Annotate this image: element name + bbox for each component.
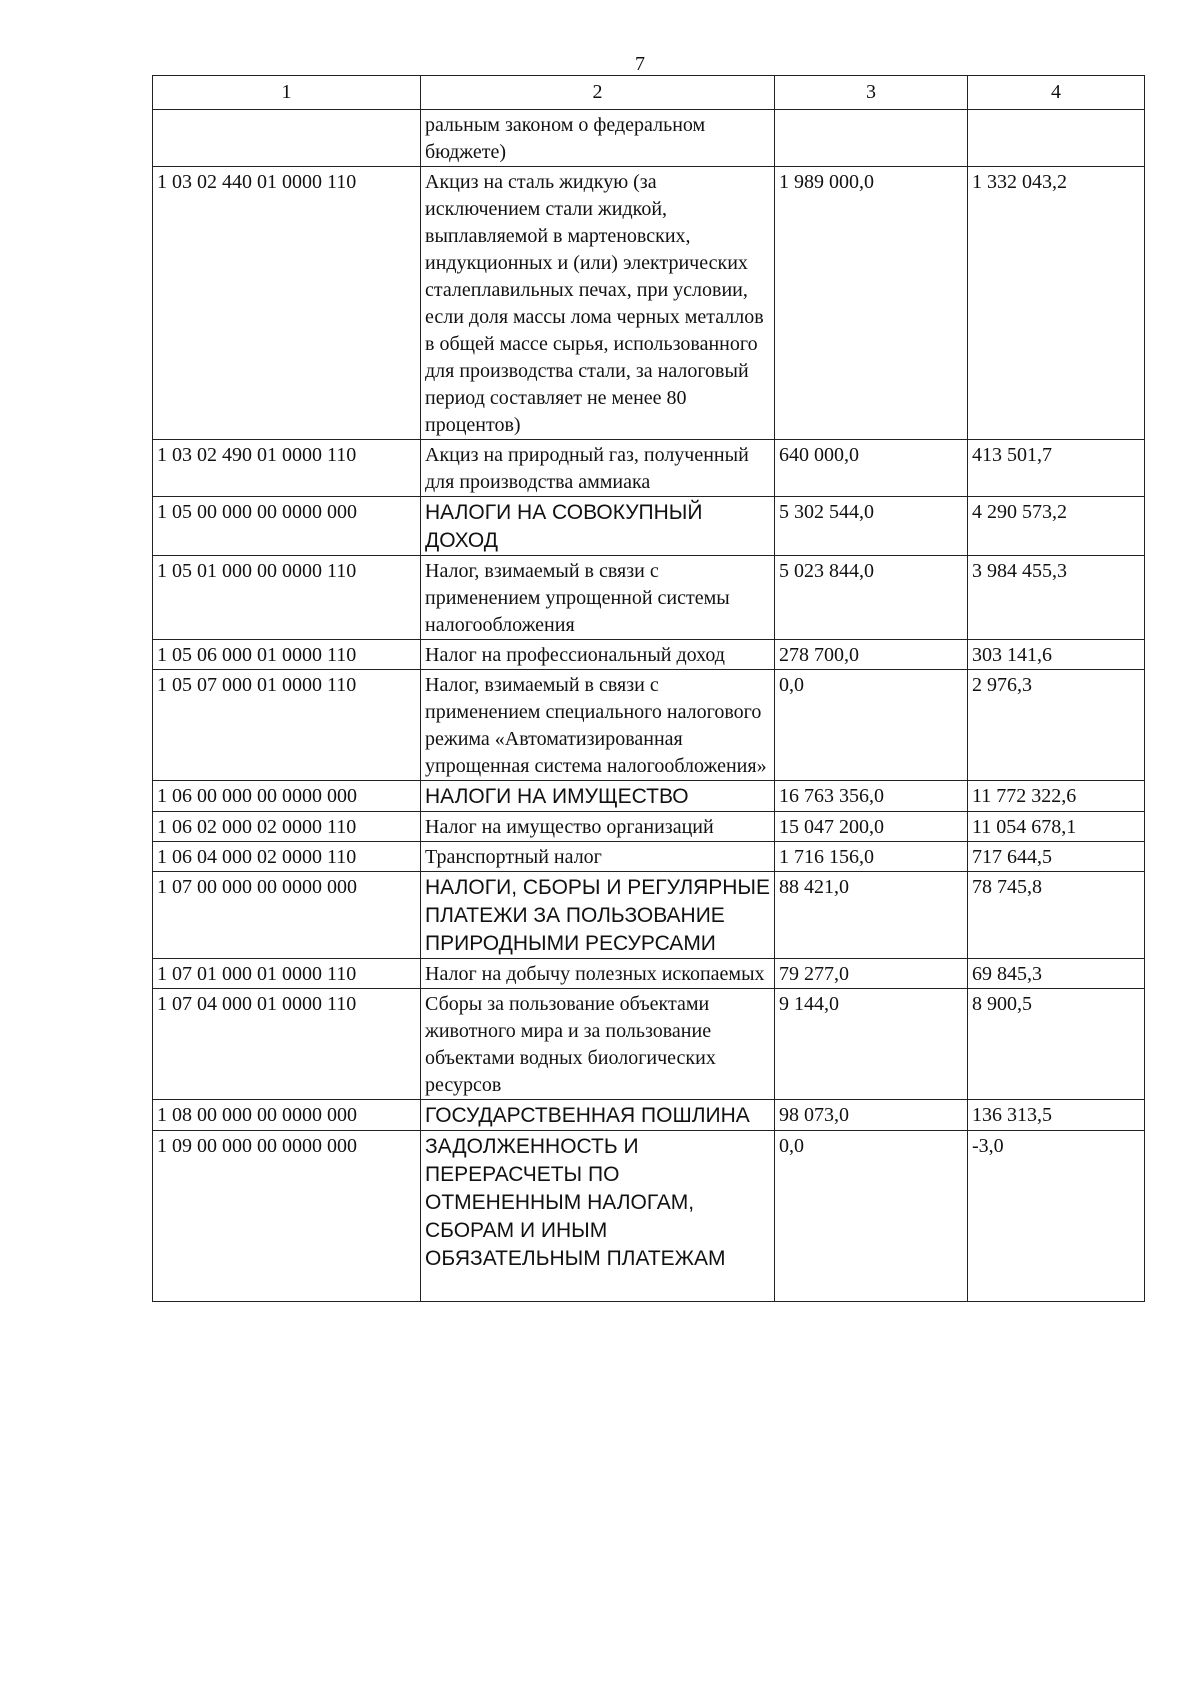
actual-value-cell: 11 054 678,1 — [968, 812, 1145, 842]
cell-blank-space — [425, 1273, 771, 1301]
column-header-3: 3 — [775, 76, 968, 110]
page-number: 7 — [635, 53, 645, 75]
actual-value-cell: 717 644,5 — [968, 842, 1145, 872]
revenue-name-cell: Налог, взимаемый в связи с применением специального налогового режима «Автоматизированная упрощенная система налогообложения» — [421, 670, 775, 781]
planned-value-cell: 5 302 544,0 — [775, 497, 968, 556]
planned-value-cell: 16 763 356,0 — [775, 781, 968, 812]
actual-value-cell: 1 332 043,2 — [968, 167, 1145, 440]
planned-value-cell: 278 700,0 — [775, 640, 968, 670]
table-row — [153, 781, 1145, 812]
revenue-name-cell: НАЛОГИ, СБОРЫ И РЕГУЛЯРНЫЕ ПЛАТЕЖИ ЗА ПОЛЬЗОВАНИЕ ПРИРОДНЫМИ РЕСУРСАМИ — [421, 872, 775, 959]
budget-code-cell: 1 08 00 000 00 0000 000 — [153, 1100, 421, 1131]
revenue-name-cell: Транспортный налог — [421, 842, 775, 872]
table-row — [153, 959, 1145, 989]
planned-value-cell: 98 073,0 — [775, 1100, 968, 1131]
budget-code-cell: 1 03 02 440 01 0000 110 — [153, 167, 421, 440]
actual-value-cell: 69 845,3 — [968, 959, 1145, 989]
revenue-name-cell: Налог на добычу полезных ископаемых — [421, 959, 775, 989]
budget-code-cell: 1 07 01 000 01 0000 110 — [153, 959, 421, 989]
planned-value-cell: 9 144,0 — [775, 989, 968, 1100]
revenue-name-cell: ГОСУДАРСТВЕННАЯ ПОШЛИНА — [421, 1100, 775, 1131]
actual-value-cell: 8 900,5 — [968, 989, 1145, 1100]
table-row — [153, 670, 1145, 781]
table-row — [153, 556, 1145, 640]
table-row — [153, 989, 1145, 1100]
budget-code-cell: 1 07 00 000 00 0000 000 — [153, 872, 421, 959]
actual-value-cell: 413 501,7 — [968, 440, 1145, 497]
planned-value-cell: 15 047 200,0 — [775, 812, 968, 842]
table-header-row — [153, 76, 1145, 110]
revenue-name-cell: ральным законом о федеральном бюджете) — [421, 110, 775, 167]
revenue-table — [152, 75, 1145, 1302]
budget-code-cell: 1 06 02 000 02 0000 110 — [153, 812, 421, 842]
planned-value-cell: 5 023 844,0 — [775, 556, 968, 640]
column-header-2: 2 — [421, 76, 775, 110]
table-row — [153, 497, 1145, 556]
budget-code-cell: 1 05 07 000 01 0000 110 — [153, 670, 421, 781]
table-row — [153, 1131, 1145, 1302]
actual-value-cell: 11 772 322,6 — [968, 781, 1145, 812]
table-row — [153, 640, 1145, 670]
budget-code-cell: 1 07 04 000 01 0000 110 — [153, 989, 421, 1100]
planned-value-cell: 88 421,0 — [775, 872, 968, 959]
revenue-name-cell: НАЛОГИ НА СОВОКУПНЫЙ ДОХОД — [421, 497, 775, 556]
revenue-name-cell: Акциз на природный газ, полученный для производства аммиака — [421, 440, 775, 497]
table-row — [153, 872, 1145, 959]
budget-code-cell: 1 05 01 000 00 0000 110 — [153, 556, 421, 640]
actual-value-cell: 3 984 455,3 — [968, 556, 1145, 640]
revenue-name-cell: Налог на профессиональный доход — [421, 640, 775, 670]
planned-value-cell: 79 277,0 — [775, 959, 968, 989]
planned-value-cell: 640 000,0 — [775, 440, 968, 497]
budget-code-cell: 1 06 04 000 02 0000 110 — [153, 842, 421, 872]
actual-value-cell: 2 976,3 — [968, 670, 1145, 781]
planned-value-cell: 1 989 000,0 — [775, 167, 968, 440]
revenue-name-cell: Налог на имущество организаций — [421, 812, 775, 842]
budget-code-cell — [153, 110, 421, 167]
table-row — [153, 842, 1145, 872]
budget-code-cell: 1 03 02 490 01 0000 110 — [153, 440, 421, 497]
table-row — [153, 167, 1145, 440]
table-row — [153, 110, 1145, 167]
revenue-name-cell: НАЛОГИ НА ИМУЩЕСТВО — [421, 781, 775, 812]
column-header-4: 4 — [968, 76, 1145, 110]
revenue-name-cell: ЗАДОЛЖЕННОСТЬ И ПЕРЕРАСЧЕТЫ ПО ОТМЕНЕННЫМ НАЛОГАМ, СБОРАМ И ИНЫМ ОБЯЗАТЕЛЬНЫМ ПЛАТЕЖАМ — [421, 1131, 775, 1302]
budget-code-cell: 1 06 00 000 00 0000 000 — [153, 781, 421, 812]
actual-value-cell: 4 290 573,2 — [968, 497, 1145, 556]
table-row — [153, 440, 1145, 497]
column-header-1: 1 — [153, 76, 421, 110]
actual-value-cell: 136 313,5 — [968, 1100, 1145, 1131]
revenue-name-cell: Сборы за пользование объектами животного мира и за пользование объектами водных биологических ресурсов — [421, 989, 775, 1100]
planned-value-cell: 1 716 156,0 — [775, 842, 968, 872]
table-body — [153, 110, 1145, 1302]
table-row — [153, 1100, 1145, 1131]
table-row — [153, 812, 1145, 842]
revenue-name-cell: Акциз на сталь жидкую (за исключением стали жидкой, выплавляемой в мартеновских, индукционных и (или) электрических сталеплавильных печах, при условии, если доля массы лома черных металлов в общей массе сырья, использованного для производства стали, за налоговый период составляет не менее 80 процентов) — [421, 167, 775, 440]
planned-value-cell: 0,0 — [775, 1131, 968, 1302]
actual-value-cell: -3,0 — [968, 1131, 1145, 1302]
budget-code-cell: 1 05 00 000 00 0000 000 — [153, 497, 421, 556]
budget-code-cell: 1 05 06 000 01 0000 110 — [153, 640, 421, 670]
planned-value-cell — [775, 110, 968, 167]
actual-value-cell: 78 745,8 — [968, 872, 1145, 959]
actual-value-cell: 303 141,6 — [968, 640, 1145, 670]
actual-value-cell — [968, 110, 1145, 167]
planned-value-cell: 0,0 — [775, 670, 968, 781]
revenue-name-cell: Налог, взимаемый в связи с применением упрощенной системы налогообложения — [421, 556, 775, 640]
budget-code-cell: 1 09 00 000 00 0000 000 — [153, 1131, 421, 1302]
